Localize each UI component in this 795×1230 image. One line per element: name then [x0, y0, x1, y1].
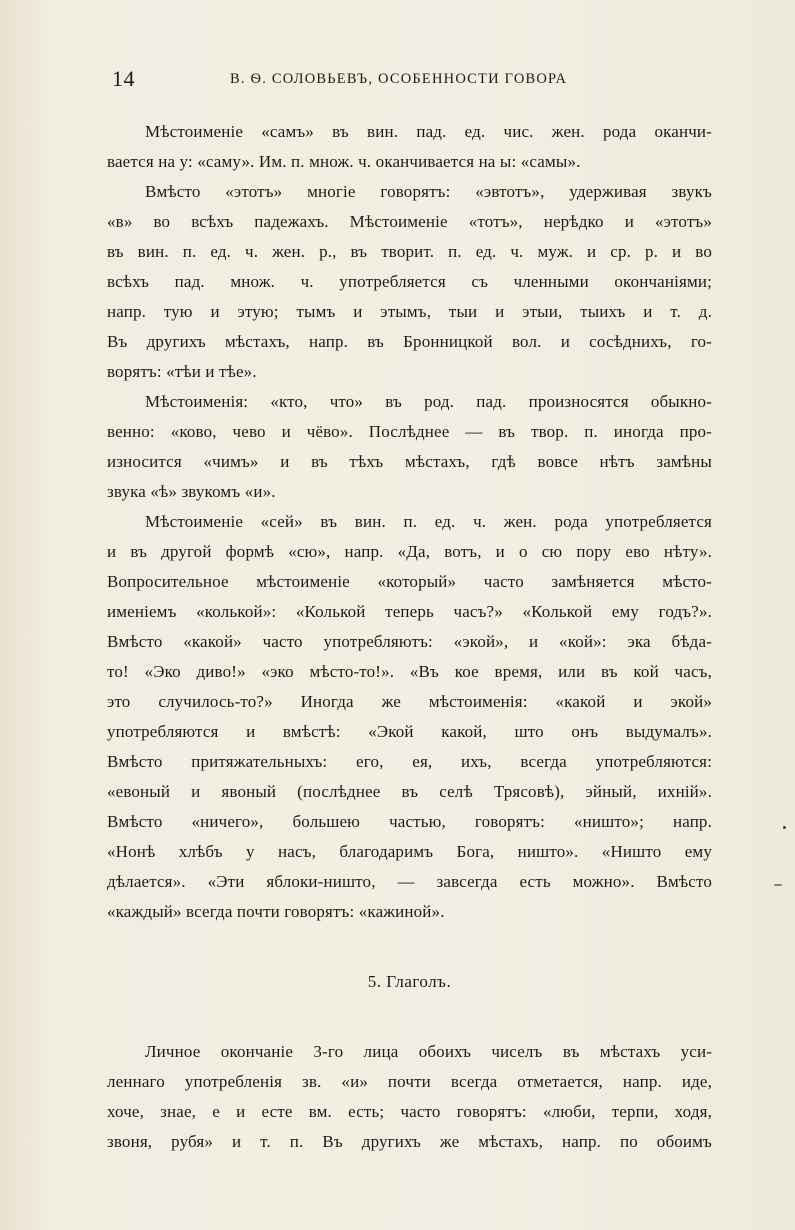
- body-text: [107, 117, 712, 1157]
- text-line: «в» во всѣхъ падежахъ. Мѣстоименіе «тотъ», нерѣдко и «этотъ»: [107, 212, 712, 231]
- text-line: Вмѣсто притяжательныхъ: его, ея, ихъ, всегда употребляются:: [107, 752, 712, 771]
- paper-speck: [783, 826, 786, 829]
- text-line: ворятъ: «тѣи и тѣе».: [107, 362, 257, 381]
- text-line: Мѣстоименіе «сей» въ вин. п. ед. ч. жен. рода употребляется: [145, 512, 712, 531]
- section-heading: 5. Глаголъ.: [367, 972, 452, 991]
- text-line: хоче, знае, е и есте вм. есть; часто говорятъ: «люби, терпи, ходя,: [107, 1102, 712, 1121]
- paragraph: [107, 177, 712, 387]
- running-head: В. Ѳ. СОЛОВЬЕВЪ, ОСОБЕННОСТИ ГОВОРА: [230, 71, 568, 87]
- text-line: именіемъ «колькой»: «Колькой теперь часъ?» «Колькой ему годъ?».: [107, 602, 712, 621]
- text-line: «евоный и явоный (послѣднее въ селѣ Трясовѣ), эйный, ихній».: [107, 782, 712, 801]
- text-line: Вопросительное мѣстоименіе «который» часто замѣняется мѣсто-: [107, 572, 712, 591]
- text-line: это случилось-то?» Иногда же мѣстоименія: «какой и экой»: [107, 692, 712, 711]
- text-line: употребляются и вмѣстѣ: «Экой какой, што онъ выдумалъ».: [107, 722, 712, 741]
- text-line: «каждый» всегда почти говорятъ: «кажиной».: [107, 902, 445, 921]
- text-line: всѣхъ пад. множ. ч. употребляется съ членными окончаніями;: [107, 272, 712, 291]
- text-line: венно: «ково, чево и чёво». Послѣднее — въ твор. п. иногда про-: [107, 422, 712, 441]
- text-line: Мѣстоименіе «самъ» въ вин. пад. ед. чис. жен. рода оканчи-: [145, 122, 712, 141]
- text-line: Вмѣсто «этотъ» многіе говорятъ: «эвтотъ», удерживая звукъ: [145, 182, 712, 201]
- text-line: Вмѣсто «ничего», большею частью, говорятъ: «ништо»; напр.: [107, 812, 712, 831]
- text-line: и въ другой формѣ «сю», напр. «Да, вотъ, и о сю пору ево нѣту».: [107, 542, 712, 561]
- page-header: [112, 66, 712, 94]
- paragraph: [107, 117, 712, 177]
- text-line: «Нонѣ хлѣбъ у насъ, благодаримъ Бога, ништо». «Ништо ему: [107, 842, 712, 861]
- text-line: то! «Эко диво!» «эко мѣсто-то!». «Въ кое время, или въ кой часъ,: [107, 662, 712, 681]
- text-line: Личное окончаніе 3-го лица обоихъ чиселъ въ мѣстахъ уси-: [145, 1042, 712, 1061]
- paragraph: [107, 387, 712, 507]
- text-line: дѣлается». «Эти яблоки-ништо, — завсегда есть можно». Вмѣсто: [107, 872, 712, 891]
- text-line: Вмѣсто «какой» часто употребляютъ: «экой», и «кой»: эка бѣда-: [107, 632, 712, 651]
- paper-speck: [774, 884, 782, 886]
- text-line: въ вин. п. ед. ч. жен. р., въ творит. п. ед. ч. муж. и ср. р. и во: [107, 242, 712, 261]
- paragraph: [107, 1037, 712, 1157]
- text-line: Въ другихъ мѣстахъ, напр. въ Бронницкой вол. и сосѣднихъ, го-: [107, 332, 712, 351]
- text-line: звука «ѣ» звукомъ «и».: [107, 482, 276, 501]
- text-line: износится «чимъ» и въ тѣхъ мѣстахъ, гдѣ вовсе нѣтъ замѣны: [107, 452, 712, 471]
- text-line: звоня, рубя» и т. п. Въ другихъ же мѣстахъ, напр. по обоимъ: [107, 1132, 712, 1151]
- text-line: леннаго употребленія зв. «и» почти всегда отметается, напр. иде,: [107, 1072, 712, 1091]
- text-line: напр. тую и этую; тымъ и этымъ, тыи и этыи, тыихъ и т. д.: [107, 302, 712, 321]
- text-line: вается на у: «саму». Им. п. множ. ч. оканчивается на ы: «самы».: [107, 152, 581, 171]
- paragraph: [107, 507, 712, 927]
- page-number: 14: [112, 66, 135, 91]
- text-line: Мѣстоименія: «кто, что» въ род. пад. произносятся обыкно-: [145, 392, 712, 411]
